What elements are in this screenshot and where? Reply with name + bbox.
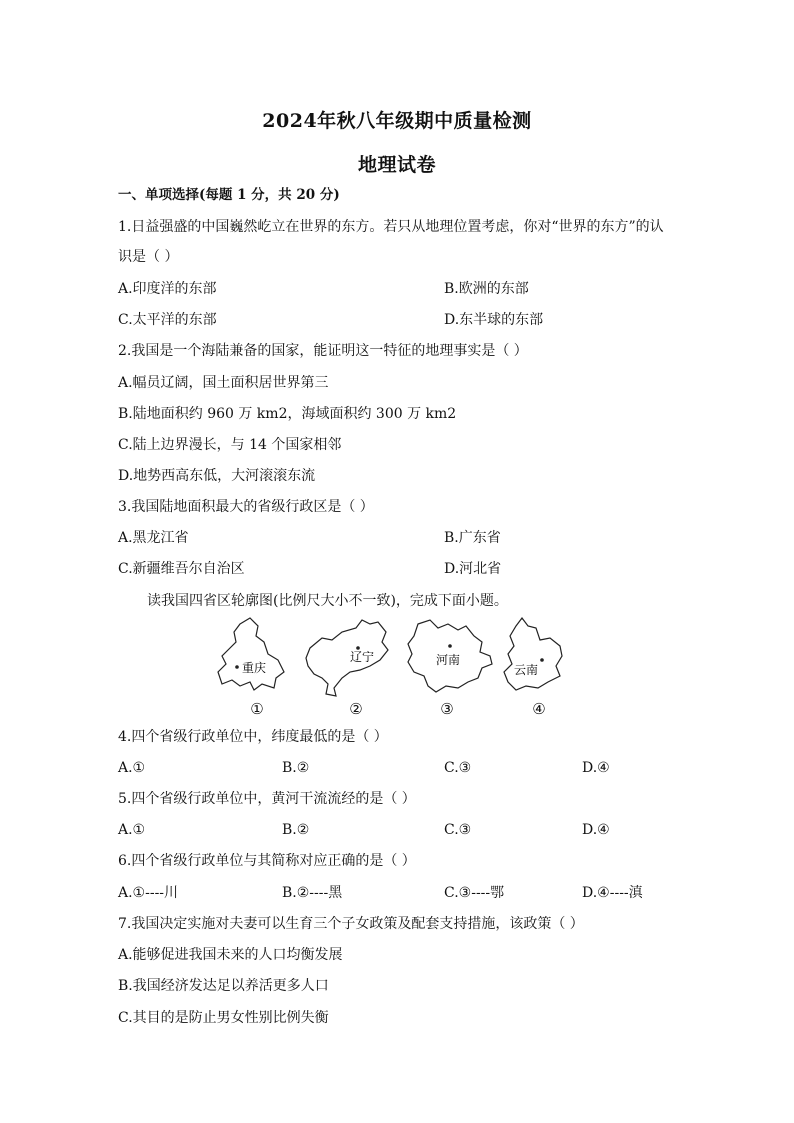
question-7-option-b[interactable]: B.我国经济发达足以养活更多人口 — [118, 978, 329, 994]
question-1-stem-cont: 识是（ ） — [118, 249, 179, 265]
question-5-stem: 5.四个省级行政单位中，黄河干流流经的是（ ） — [118, 791, 416, 807]
question-3-option-c[interactable]: C.新疆维吾尔自治区 — [118, 561, 245, 577]
question-4-option-d[interactable]: D.④ — [582, 760, 610, 776]
map-number-4: ④ — [532, 700, 546, 718]
map-chongqing — [218, 618, 284, 690]
question-2-stem: 2.我国是一个海陆兼备的国家，能证明这一特征的地理事实是（ ） — [118, 343, 528, 359]
map-intro: 读我国四省区轮廓图(比例尺大小不一致)，完成下面小题。 — [147, 593, 508, 609]
question-1-option-b[interactable]: B.欧洲的东部 — [444, 281, 529, 297]
question-1-stem: 1.日益强盛的中国巍然屹立在世界的东方。若只从地理位置考虑，你对“世界的东方”的认 — [118, 219, 664, 235]
question-3-option-a[interactable]: A.黑龙江省 — [118, 530, 189, 546]
question-4-option-b[interactable]: B.② — [282, 760, 310, 776]
question-6-stem: 6.四个省级行政单位与其简称对应正确的是（ ） — [118, 853, 416, 869]
question-6-option-d[interactable]: D.④----滇 — [582, 885, 643, 901]
question-1-option-c[interactable]: C.太平洋的东部 — [118, 312, 217, 328]
question-2-option-b[interactable]: B.陆地面积约 960 万 km2，海域面积约 300 万 km2 — [118, 406, 457, 422]
question-5-option-a[interactable]: A.① — [118, 822, 146, 838]
question-7-stem: 7.我国决定实施对夫妻可以生育三个子女政策及配套支持措施，该政策（ ） — [118, 916, 584, 932]
section-heading: 一、单项选择(每题 1 分，共 20 分) — [118, 187, 340, 203]
question-6-option-a[interactable]: A.①----川 — [118, 885, 179, 901]
question-1-option-d[interactable]: D.东半球的东部 — [444, 312, 544, 328]
map-number-3: ③ — [440, 700, 454, 718]
question-3-stem: 3.我国陆地面积最大的省级行政区是（ ） — [118, 499, 374, 515]
map-number-2: ② — [349, 700, 363, 718]
question-2-option-a[interactable]: A.幅员辽阔，国土面积居世界第三 — [118, 375, 329, 391]
exam-title: 2024年秋八年级期中质量检测 — [262, 110, 532, 132]
question-7-option-a[interactable]: A.能够促进我国未来的人口均衡发展 — [118, 947, 343, 963]
map-label-chongqing: 重庆 — [242, 661, 267, 675]
map-number-1: ① — [250, 700, 264, 718]
question-3-option-b[interactable]: B.广东省 — [444, 530, 501, 546]
question-7-option-c[interactable]: C.其目的是防止男女性别比例失衡 — [118, 1010, 329, 1026]
question-3-option-d[interactable]: D.河北省 — [444, 561, 502, 577]
question-5-option-b[interactable]: B.② — [282, 822, 310, 838]
map-label-henan: 河南 — [436, 653, 461, 667]
map-label-liaoning: 辽宁 — [350, 650, 375, 664]
map-yunnan — [504, 618, 562, 690]
exam-subtitle: 地理试卷 — [357, 154, 436, 176]
question-5-option-d[interactable]: D.④ — [582, 822, 610, 838]
map-label-yunnan: 云南 — [514, 663, 539, 677]
question-2-option-c[interactable]: C.陆上边界漫长，与 14 个国家相邻 — [118, 437, 342, 453]
question-2-option-d[interactable]: D.地势西高东低，大河滚滚东流 — [118, 468, 316, 484]
map-liaoning — [306, 620, 388, 696]
question-6-option-b[interactable]: B.②----黑 — [282, 885, 343, 901]
question-4-stem: 4.四个省级行政单位中，纬度最低的是（ ） — [118, 729, 388, 745]
question-5-option-c[interactable]: C.③ — [444, 822, 472, 838]
question-4-option-c[interactable]: C.③ — [444, 760, 472, 776]
question-4-option-a[interactable]: A.① — [118, 760, 146, 776]
question-1-option-a[interactable]: A.印度洋的东部 — [118, 281, 217, 297]
question-6-option-c[interactable]: C.③----鄂 — [444, 885, 505, 901]
map-henan — [408, 620, 492, 692]
